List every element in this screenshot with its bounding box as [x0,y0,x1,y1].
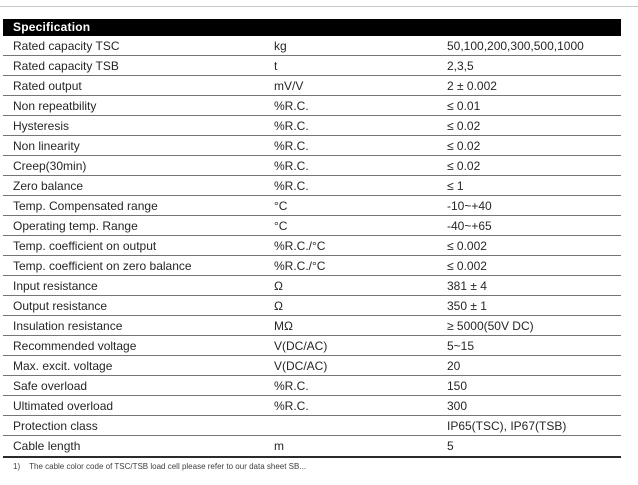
parameter-cell: Rated capacity TSC [13,38,120,53]
parameter-cell: Output resistance [13,298,108,313]
parameter-cell: Input resistance [13,278,98,293]
unit-cell: °C [274,198,288,213]
parameter-cell: Non linearity [13,138,80,153]
unit-cell: Ω [274,298,283,313]
table-row [3,236,621,256]
parameter-cell: Ultimated overload [13,398,114,413]
value-cell: ≤ 1 [447,178,464,193]
value-cell: 300 [447,398,468,413]
unit-cell: %R.C. [274,378,309,393]
unit-cell: t [274,58,278,73]
value-cell: 5~15 [447,338,475,353]
value-cell: ≤ 0.01 [447,98,481,113]
unit-cell: kg [274,38,287,53]
parameter-cell: Rated output [13,78,82,93]
value-cell: 2,3,5 [447,58,474,73]
table-title: Specification [13,20,91,34]
unit-cell: %R.C. [274,118,309,133]
value-cell: ≤ 0.002 [447,238,487,253]
unit-cell: %R.C. [274,138,309,153]
table-row [3,36,621,56]
value-cell: IP65(TSC), IP67(TSB) [447,418,567,433]
parameter-cell: Insulation resistance [13,318,123,333]
table-row [3,336,621,356]
parameter-cell: Rated capacity TSB [13,58,119,73]
table-row [3,116,621,136]
table-row [3,76,621,96]
parameter-cell: Recommended voltage [13,338,137,353]
unit-cell: mV/V [274,78,304,93]
table-row [3,196,621,216]
footnote [13,462,306,471]
parameter-cell: Safe overload [13,378,88,393]
table-row [3,96,621,116]
table-row [3,416,621,436]
table-row [3,356,621,376]
parameter-cell: Protection class [13,418,98,433]
table-row [3,136,621,156]
unit-cell: MΩ [274,318,293,333]
table-row [3,176,621,196]
value-cell: 20 [447,358,461,373]
table-row [3,216,621,236]
table-row [3,156,621,176]
table-header-bar [3,19,621,36]
value-cell: ≥ 5000(50V DC) [447,318,534,333]
unit-cell: %R.C./°C [274,258,326,273]
value-cell: 5 [447,439,454,453]
footnote-marker: 1) [13,462,21,471]
unit-cell: %R.C. [274,398,309,413]
unit-cell: Ω [274,278,283,293]
unit-cell: %R.C./°C [274,238,326,253]
parameter-cell: Non repeatbility [13,98,97,113]
parameter-cell: Temp. Compensated range [13,198,158,213]
parameter-cell: Hysteresis [13,118,70,133]
parameter-cell: Zero balance [13,178,84,193]
value-cell: ≤ 0.02 [447,158,481,173]
parameter-cell: Max. excit. voltage [13,358,113,373]
parameter-cell: Creep(30min) [13,158,87,173]
parameter-cell: Temp. coefficient on output [13,238,157,253]
footnote-text: The cable color code of TSC/TSB load cell please refer to our data sheet SB... [29,462,307,471]
parameter-cell: Cable length [13,439,81,453]
table-row [3,436,621,456]
value-cell: 150 [447,378,468,393]
value-cell: 2 ± 0.002 [447,78,497,93]
table-row [3,256,621,276]
unit-cell: °C [274,218,288,233]
parameter-cell: Operating temp. Range [13,218,138,233]
table-row [3,396,621,416]
value-cell: ≤ 0.002 [447,258,487,273]
table-row [3,316,621,336]
value-cell: 350 ± 1 [447,298,487,313]
value-cell: ≤ 0.02 [447,118,481,133]
unit-cell: V(DC/AC) [274,338,328,353]
table-row [3,376,621,396]
value-cell: 50,100,200,300,500,1000 [447,38,584,53]
table-body [3,36,621,456]
unit-cell: %R.C. [274,178,309,193]
table-row [3,276,621,296]
unit-cell: V(DC/AC) [274,358,328,373]
table-row [3,56,621,76]
value-cell: -10~+40 [447,198,492,213]
unit-cell: %R.C. [274,98,309,113]
value-cell: -40~+65 [447,218,492,233]
value-cell: 381 ± 4 [447,278,487,293]
unit-cell: m [274,439,284,453]
table-row [3,296,621,316]
page-top-rule [0,6,638,7]
specification-table [3,19,621,458]
parameter-cell: Temp. coefficient on zero balance [13,258,192,273]
value-cell: ≤ 0.02 [447,138,481,153]
unit-cell: %R.C. [274,158,309,173]
